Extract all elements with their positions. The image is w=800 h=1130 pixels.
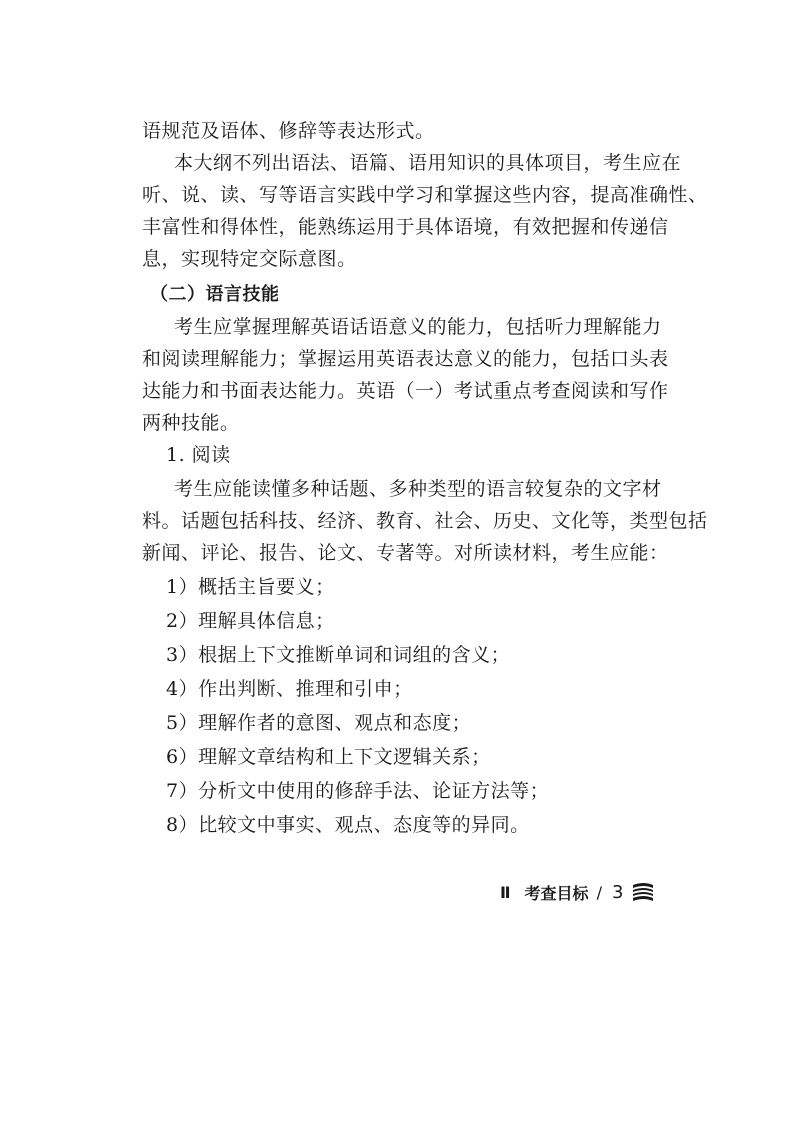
paragraph-line: 考生应能读懂多种话题、多种类型的语言较复杂的文字材 [174, 478, 662, 500]
list-item: 6）理解文章结构和上下文逻辑关系； [166, 746, 491, 768]
list-item: 2）理解具体信息； [166, 610, 335, 632]
subsection-heading: 1. 阅读 [166, 444, 231, 466]
part-number: Ⅱ [500, 882, 511, 902]
paragraph-line: 丰富性和得体性，能熟练运用于具体语境，有效把握和传递信 [142, 216, 669, 238]
paragraph-line: 和阅读理解能力；掌握运用英语表达意义的能力，包括口头表 [142, 348, 669, 370]
page-number: 3 [611, 881, 624, 903]
paragraph-line: 听、说、读、写等语言实践中学习和掌握这些内容，提高准确性、 [142, 184, 708, 206]
list-item: 5）理解作者的意图、观点和态度； [166, 712, 472, 734]
paragraph-line: 本大纲不列出语法、语篇、语用知识的具体项目，考生应在 [174, 152, 682, 174]
paragraph-line: 息，实现特定交际意图。 [142, 248, 357, 270]
paragraph-line: 考生应掌握理解英语话语意义的能力，包括听力理解能力 [174, 316, 662, 338]
paragraph-line: 料。话题包括科技、经济、教育、社会、历史、文化等，类型包括 [142, 510, 708, 532]
paragraph-line: 语规范及语体、修辞等表达形式。 [142, 120, 435, 142]
list-item: 7）分析文中使用的修辞手法、论证方法等； [166, 780, 550, 802]
list-item: 8）比较文中事实、观点、态度等的异同。 [166, 814, 530, 836]
footer-separator: / [596, 882, 602, 902]
list-item: 1）概括主旨要义； [166, 576, 335, 598]
book-stack-icon [631, 881, 655, 903]
section-heading: （二）语言技能 [150, 284, 280, 305]
paragraph-line: 新闻、评论、报告、论文、专著等。对所读材料，考生应能： [142, 542, 669, 564]
list-item: 3）根据上下文推断单词和词组的含义； [166, 644, 511, 666]
chapter-title: 考查目标 [524, 883, 589, 903]
list-item: 4）作出判断、推理和引申； [166, 678, 413, 700]
paragraph-line: 达能力和书面表达能力。英语（一）考试重点考查阅读和写作 [142, 380, 669, 402]
page-footer [500, 878, 655, 906]
paragraph-line: 两种技能。 [142, 412, 240, 434]
